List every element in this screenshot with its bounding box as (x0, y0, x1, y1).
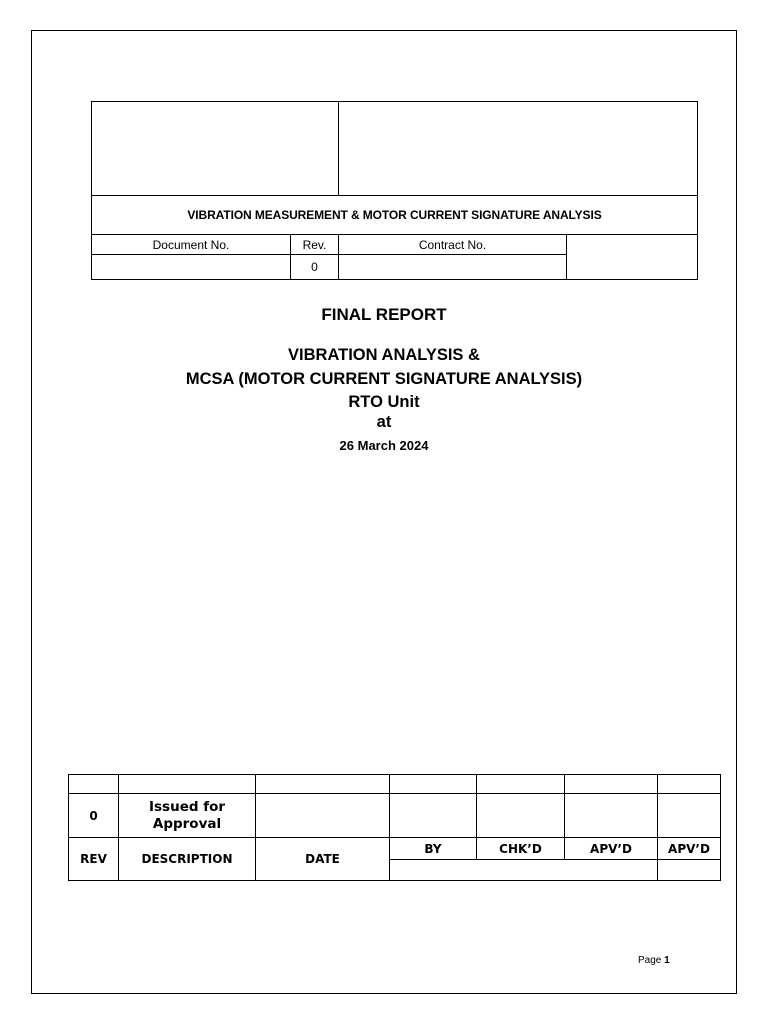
logo-cell-right (339, 102, 698, 196)
document-header-table (91, 101, 698, 280)
revision-date (256, 794, 390, 838)
rev-column-header: REV (69, 838, 119, 881)
final-report-heading: FINAL REPORT (321, 305, 447, 324)
signature-merged-cell (390, 860, 658, 881)
report-title-line-2: MCSA (MOTOR CURRENT SIGNATURE ANALYSIS) (185, 370, 583, 388)
contract-no-value (339, 255, 567, 280)
page-number (638, 955, 670, 966)
report-title-line-3: RTO Unit (348, 393, 420, 411)
report-date: 26 March 2024 (339, 438, 429, 453)
revision-description-line-1: Issued for (148, 798, 226, 815)
signature-last-cell (658, 860, 721, 881)
rev-label: Rev. (291, 235, 339, 255)
revision-table-blank-row (69, 775, 721, 794)
revision-description (119, 794, 256, 838)
chkd-column-header: CHK’D (477, 838, 565, 860)
page-number-value: 1 (664, 955, 670, 966)
apvd-column-header-1: APV’D (565, 838, 658, 860)
revision-header-row (69, 838, 721, 860)
date-column-header: DATE (256, 838, 390, 881)
report-title-line-4: at (376, 413, 392, 431)
document-title: VIBRATION MEASUREMENT & MOTOR CURRENT SIGNATURE ANALYSIS (92, 196, 698, 235)
header-blank-cell (567, 235, 698, 280)
revision-description-line-2: Approval (152, 815, 222, 832)
revision-row (69, 794, 721, 838)
document-no-value (92, 255, 291, 280)
rev-value: 0 (291, 255, 339, 280)
description-column-header: DESCRIPTION (119, 838, 256, 881)
apvd-column-header-2: APV’D (658, 838, 721, 860)
revision-table (68, 774, 721, 881)
contract-no-label: Contract No. (339, 235, 567, 255)
revision-number: 0 (69, 794, 119, 838)
by-column-header: BY (390, 838, 477, 860)
logo-cell-left (92, 102, 339, 196)
page-label: Page (638, 955, 662, 966)
report-title-line-1: VIBRATION ANALYSIS & (288, 346, 480, 364)
document-no-label: Document No. (92, 235, 291, 255)
